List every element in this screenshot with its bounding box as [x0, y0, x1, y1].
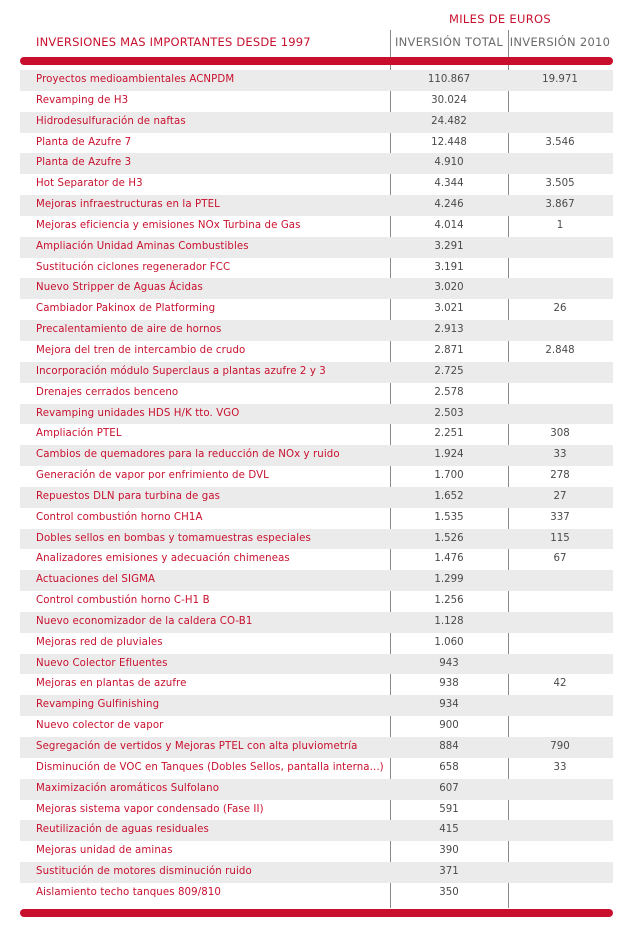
investment-total: 591: [439, 803, 459, 815]
investment-name: Incorporación módulo Superclaus a plantas azufre 2 y 3: [36, 365, 326, 377]
table-row: [20, 529, 613, 550]
investment-total: 1.256: [434, 595, 464, 607]
table-row: [20, 320, 613, 341]
table-row: [20, 174, 613, 195]
investment-2010: 19.971: [542, 74, 578, 85]
investment-2010: 1: [556, 219, 564, 231]
investment-name: Ampliación Unidad Aminas Combustibles: [36, 240, 249, 252]
investment-total: 12.448: [431, 136, 467, 148]
investment-name: Maximización aromáticos Sulfolano: [36, 782, 220, 794]
investment-total: 607: [439, 782, 459, 794]
investment-total: 350: [439, 886, 459, 898]
investment-name: Analizadores emisiones y adecuación chimeneas: [36, 553, 290, 565]
investment-name: Mejoras en plantas de azufre: [36, 678, 187, 690]
investment-2010: 278: [550, 470, 570, 482]
table-row: [20, 278, 613, 299]
investment-name: Reutilización de aguas residuales: [36, 824, 209, 836]
investment-total: 2.913: [434, 324, 464, 336]
investment-name: Control combustión horno C-H1 B: [36, 595, 210, 607]
investment-2010: 42: [553, 678, 567, 690]
investment-total: 934: [439, 699, 459, 711]
investment-name: Mejoras eficiencia y emisiones NOx Turbina de Gas: [36, 219, 301, 231]
investment-name: Actuaciones del SIGMA: [36, 574, 156, 586]
investment-name: Generación de vapor por enfrimiento de DVL: [36, 470, 269, 482]
table-row: [20, 633, 613, 654]
investment-total: 1.476: [434, 553, 464, 565]
top-rule: [20, 57, 613, 65]
investment-total: 2.503: [434, 407, 464, 419]
investment-name: Cambios de quemadores para la reducción de NOx y ruido: [36, 449, 340, 461]
investment-total: 415: [439, 824, 459, 836]
investment-2010: 308: [550, 428, 570, 440]
investment-name: Nuevo colector de vapor: [36, 720, 164, 732]
investment-2010: 2.848: [545, 344, 575, 356]
investment-total: 110.867: [427, 74, 471, 85]
table-row: [20, 70, 613, 91]
table-row: [20, 466, 613, 487]
investment-name: Repuestos DLN para turbina de gas: [36, 490, 221, 502]
investment-name: Disminución de VOC en Tanques (Dobles Sellos, pantalla interna...): [36, 761, 384, 773]
investment-2010: 27: [553, 490, 567, 502]
table-row: [20, 195, 613, 216]
investment-2010: 33: [553, 761, 567, 773]
investment-2010: 67: [553, 553, 567, 565]
table-row: [20, 716, 613, 737]
investment-name: Mejoras unidad de aminas: [36, 845, 173, 857]
investment-total: 1.526: [434, 532, 464, 544]
investment-2010: 115: [550, 532, 570, 544]
table-row: [20, 779, 613, 800]
investment-total: 900: [439, 720, 459, 732]
table-row: [20, 695, 613, 716]
investment-2010: 3.867: [545, 199, 575, 211]
table-row: [20, 404, 613, 425]
investment-2010: 26: [553, 303, 567, 315]
investment-total: 4.014: [434, 219, 464, 231]
table-row: [20, 487, 613, 508]
table-row: [20, 591, 613, 612]
table-row: [20, 133, 613, 154]
investment-total: 3.291: [434, 240, 464, 252]
investment-total: 943: [439, 657, 459, 669]
investment-name: Planta de Azufre 7: [36, 136, 132, 148]
investment-total: 2.578: [434, 386, 464, 398]
table-row: [20, 445, 613, 466]
investment-2010: 790: [550, 741, 570, 752]
table-row: [20, 258, 613, 279]
investment-total: 1.060: [434, 636, 464, 648]
table-row: [20, 612, 613, 633]
investment-2010: 337: [550, 511, 570, 523]
investment-total: 1.535: [434, 511, 464, 523]
investment-name: Hot Separator de H3: [36, 178, 143, 190]
investment-total: 1.128: [434, 615, 464, 627]
table-title: INVERSIONES MAS IMPORTANTES DESDE 1997: [36, 35, 311, 49]
investment-2010: 3.546: [545, 136, 575, 148]
table-row: [20, 549, 613, 570]
table-row: [20, 883, 613, 904]
investment-name: Control combustión horno CH1A: [36, 511, 203, 523]
investment-name: Aislamiento techo tanques 809/810: [36, 886, 221, 898]
table-row: [20, 820, 613, 841]
investment-total: 371: [439, 866, 459, 878]
table-row: [20, 383, 613, 404]
investment-name: Precalentamiento de aire de hornos: [36, 324, 222, 336]
table-row: [20, 841, 613, 862]
investment-name: Nuevo Stripper de Aguas Ácidas: [36, 282, 203, 294]
table-row: [20, 800, 613, 821]
investment-total: 30.024: [431, 94, 467, 106]
table-row: [20, 424, 613, 445]
investment-name: Cambiador Pakinox de Platforming: [36, 303, 216, 315]
table-row: [20, 362, 613, 383]
table-row: [20, 237, 613, 258]
column-header-2010: INVERSIÓN 2010: [509, 35, 611, 49]
investment-name: Revamping de H3: [36, 94, 129, 106]
investment-name: Mejora del tren de intercambio de crudo: [36, 344, 246, 356]
table-row: [20, 674, 613, 695]
investment-2010: 3.505: [545, 178, 575, 190]
investment-total: 4.910: [434, 157, 464, 169]
investment-name: Revamping unidades HDS H/K tto. VGO: [36, 407, 240, 419]
investment-total: 2.871: [434, 344, 464, 356]
investment-name: Dobles sellos en bombas y tomamuestras especiales: [36, 532, 311, 544]
investment-total: 4.344: [434, 178, 464, 190]
investment-total: 3.020: [434, 282, 464, 294]
investment-name: Segregación de vertidos y Mejoras PTEL con alta pluviometría: [36, 741, 358, 752]
investment-total: 884: [439, 741, 459, 752]
table-row: [20, 216, 613, 237]
investment-name: Mejoras red de pluviales: [36, 636, 163, 648]
investment-name: Ampliación PTEL: [36, 428, 122, 440]
table-row: [20, 341, 613, 362]
table-row: [20, 153, 613, 174]
investment-total: 390: [439, 845, 459, 857]
investment-total: 1.924: [434, 449, 464, 461]
investment-total: 658: [439, 761, 459, 773]
investment-total: 1.652: [434, 490, 464, 502]
investment-name: Hidrodesulfuración de naftas: [36, 115, 186, 127]
investment-2010: 33: [553, 449, 567, 461]
investment-total: 2.251: [434, 428, 464, 440]
investment-name: Nuevo economizador de la caldera CO-B1: [36, 615, 253, 627]
table-row: [20, 91, 613, 112]
investment-table: [20, 70, 613, 904]
investment-name: Drenajes cerrados benceno: [36, 386, 179, 398]
bottom-rule: [20, 909, 613, 917]
units-label: MILES DE EUROS: [449, 12, 551, 26]
investment-name: Mejoras infraestructuras en la PTEL: [36, 199, 220, 211]
table-row: [20, 737, 613, 758]
investment-total: 1.299: [434, 574, 464, 586]
table-row: [20, 654, 613, 675]
investment-name: Sustitución ciclones regenerador FCC: [36, 261, 231, 273]
table-row: [20, 112, 613, 133]
table-row: [20, 508, 613, 529]
table-row: [20, 758, 613, 779]
investment-total: 2.725: [434, 365, 464, 377]
investment-name: Planta de Azufre 3: [36, 157, 132, 169]
investment-name: Revamping Gulfinishing: [36, 699, 160, 711]
investment-total: 3.021: [434, 303, 464, 315]
investment-name: Proyectos medioambientales ACNPDM: [36, 74, 235, 85]
column-header-total: INVERSIÓN TOTAL: [394, 35, 504, 49]
table-row: [20, 299, 613, 320]
investment-name: Nuevo Colector Efluentes: [36, 657, 168, 669]
investment-total: 938: [439, 678, 459, 690]
investment-total: 1.700: [434, 470, 464, 482]
investment-name: Mejoras sistema vapor condensado (Fase II): [36, 803, 264, 815]
investment-total: 4.246: [434, 199, 464, 211]
table-row: [20, 862, 613, 883]
table-row: [20, 570, 613, 591]
investment-total: 3.191: [434, 261, 464, 273]
investment-name: Sustitución de motores disminución ruido: [36, 866, 252, 878]
investment-total: 24.482: [431, 115, 467, 127]
